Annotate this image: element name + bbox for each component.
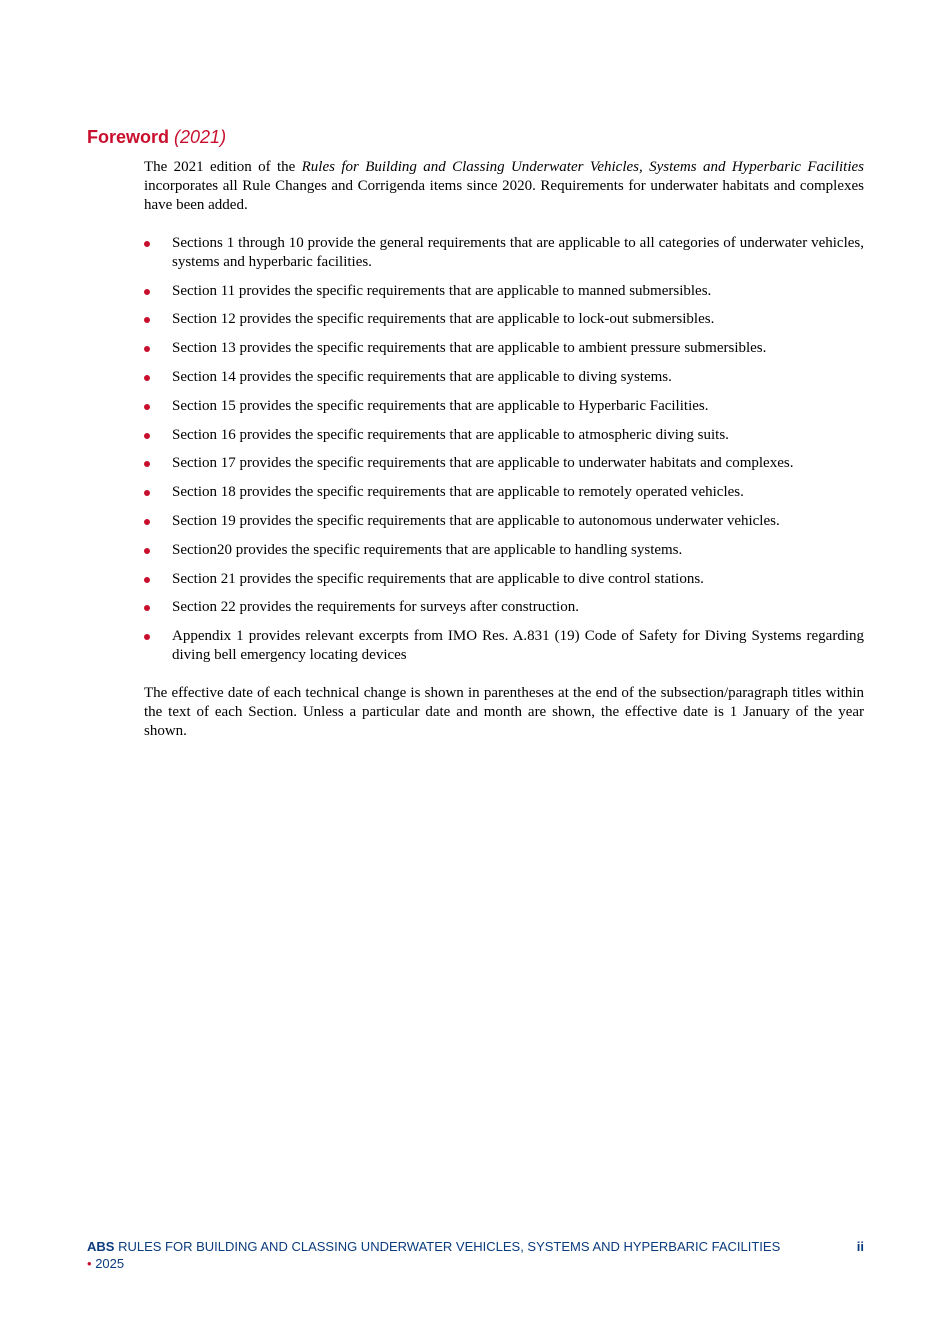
bullet-icon: [144, 605, 150, 611]
bullet-icon: [144, 375, 150, 381]
bullet-icon: [144, 317, 150, 323]
list-item: [144, 598, 864, 617]
list-item-text: Section 18 provides the specific requirements that are applicable to remotely operated vehicles.: [172, 484, 744, 501]
list-item-text: Section 19 provides the specific requirements that are applicable to autonomous underwater vehicles.: [172, 512, 780, 529]
list-item: [144, 512, 864, 531]
list-item: [144, 368, 864, 387]
list-item-text: Section 11 provides the specific requirements that are applicable to manned submersibles.: [172, 282, 712, 299]
list-item-text: Section 13 provides the specific requirements that are applicable to ambient pressure submersibles.: [172, 340, 767, 357]
heading-year: (2021): [174, 127, 227, 147]
list-item: [144, 541, 864, 560]
list-item: [144, 310, 864, 329]
footer-brand: ABS: [87, 1239, 115, 1254]
intro-paragraph: [144, 158, 864, 216]
list-item-text: Section 21 provides the specific requirements that are applicable to dive control stations.: [172, 570, 704, 587]
page-footer: [87, 1238, 787, 1272]
list-item: [144, 339, 864, 358]
list-item-text: Section 16 provides the specific requirements that are applicable to atmospheric diving suits.: [172, 426, 729, 443]
bullet-icon: [144, 289, 150, 295]
bullet-icon: [144, 577, 150, 583]
foreword-body: [144, 158, 864, 741]
bullet-icon: [144, 346, 150, 352]
list-item: [144, 483, 864, 502]
list-item-text: Section 14 provides the specific requirements that are applicable to diving systems.: [172, 369, 672, 385]
heading-title: Foreword: [87, 127, 170, 147]
section-list: [144, 234, 864, 666]
list-item: [144, 426, 864, 445]
list-item-text: Section 17 provides the specific requirements that are applicable to underwater habitats and complexes.: [172, 455, 794, 472]
bullet-icon: [144, 461, 150, 467]
bullet-icon: [144, 634, 150, 640]
list-item: [144, 454, 864, 473]
bullet-icon: [144, 519, 150, 525]
list-item: [144, 570, 864, 589]
bullet-icon: [144, 548, 150, 554]
list-item: [144, 234, 864, 272]
bullet-icon: [144, 490, 150, 496]
list-item-text: Section 12 provides the specific requirements that are applicable to lock-out submersibles.: [172, 311, 715, 328]
bullet-icon: [144, 241, 150, 247]
list-item: [144, 397, 864, 416]
bullet-icon: [144, 433, 150, 439]
intro-prefix: The 2021 edition of the: [144, 159, 302, 175]
list-item-text: Section 22 provides the requirements for surveys after construction.: [172, 599, 579, 616]
list-item-text: Section 15 provides the specific requirements that are applicable to Hyperbaric Facilities.: [172, 397, 709, 414]
rules-title: Rules for Building and Classing Underwater Vehicles, Systems and Hyperbaric Facilities: [301, 159, 864, 175]
list-item: [144, 627, 864, 665]
list-item-text: Appendix 1 provides relevant excerpts from IMO Res. A.831 (19) Code of Safety for Diving Systems regarding diving bell emergency locating devices: [172, 628, 864, 664]
footer-separator: •: [87, 1256, 92, 1271]
closing-paragraph: The effective date of each technical change is shown in parentheses at the end of the subsection/paragraph titles within the text of each Section. Unless a particular date and month are shown, the effective date is 1 January of the year shown.: [144, 684, 864, 739]
bullet-icon: [144, 404, 150, 410]
list-item-text: Sections 1 through 10 provide the general requirements that are applicable to all categories of underwater vehicles, systems and hyperbaric facilities.: [172, 234, 864, 270]
list-item-text: Section20 provides the specific requirements that are applicable to handling systems.: [172, 541, 683, 558]
footer-year: 2025: [95, 1256, 125, 1271]
list-item: [144, 282, 864, 301]
page-number: ii: [856, 1239, 864, 1254]
intro-suffix: incorporates all Rule Changes and Corrigenda items since 2020. Requirements for underwater habitats and complexes have been added.: [144, 178, 864, 214]
footer-title: RULES FOR BUILDING AND CLASSING UNDERWATER VEHICLES, SYSTEMS AND HYPERBARIC FACILITIES: [118, 1239, 781, 1254]
foreword-heading: [87, 126, 226, 148]
